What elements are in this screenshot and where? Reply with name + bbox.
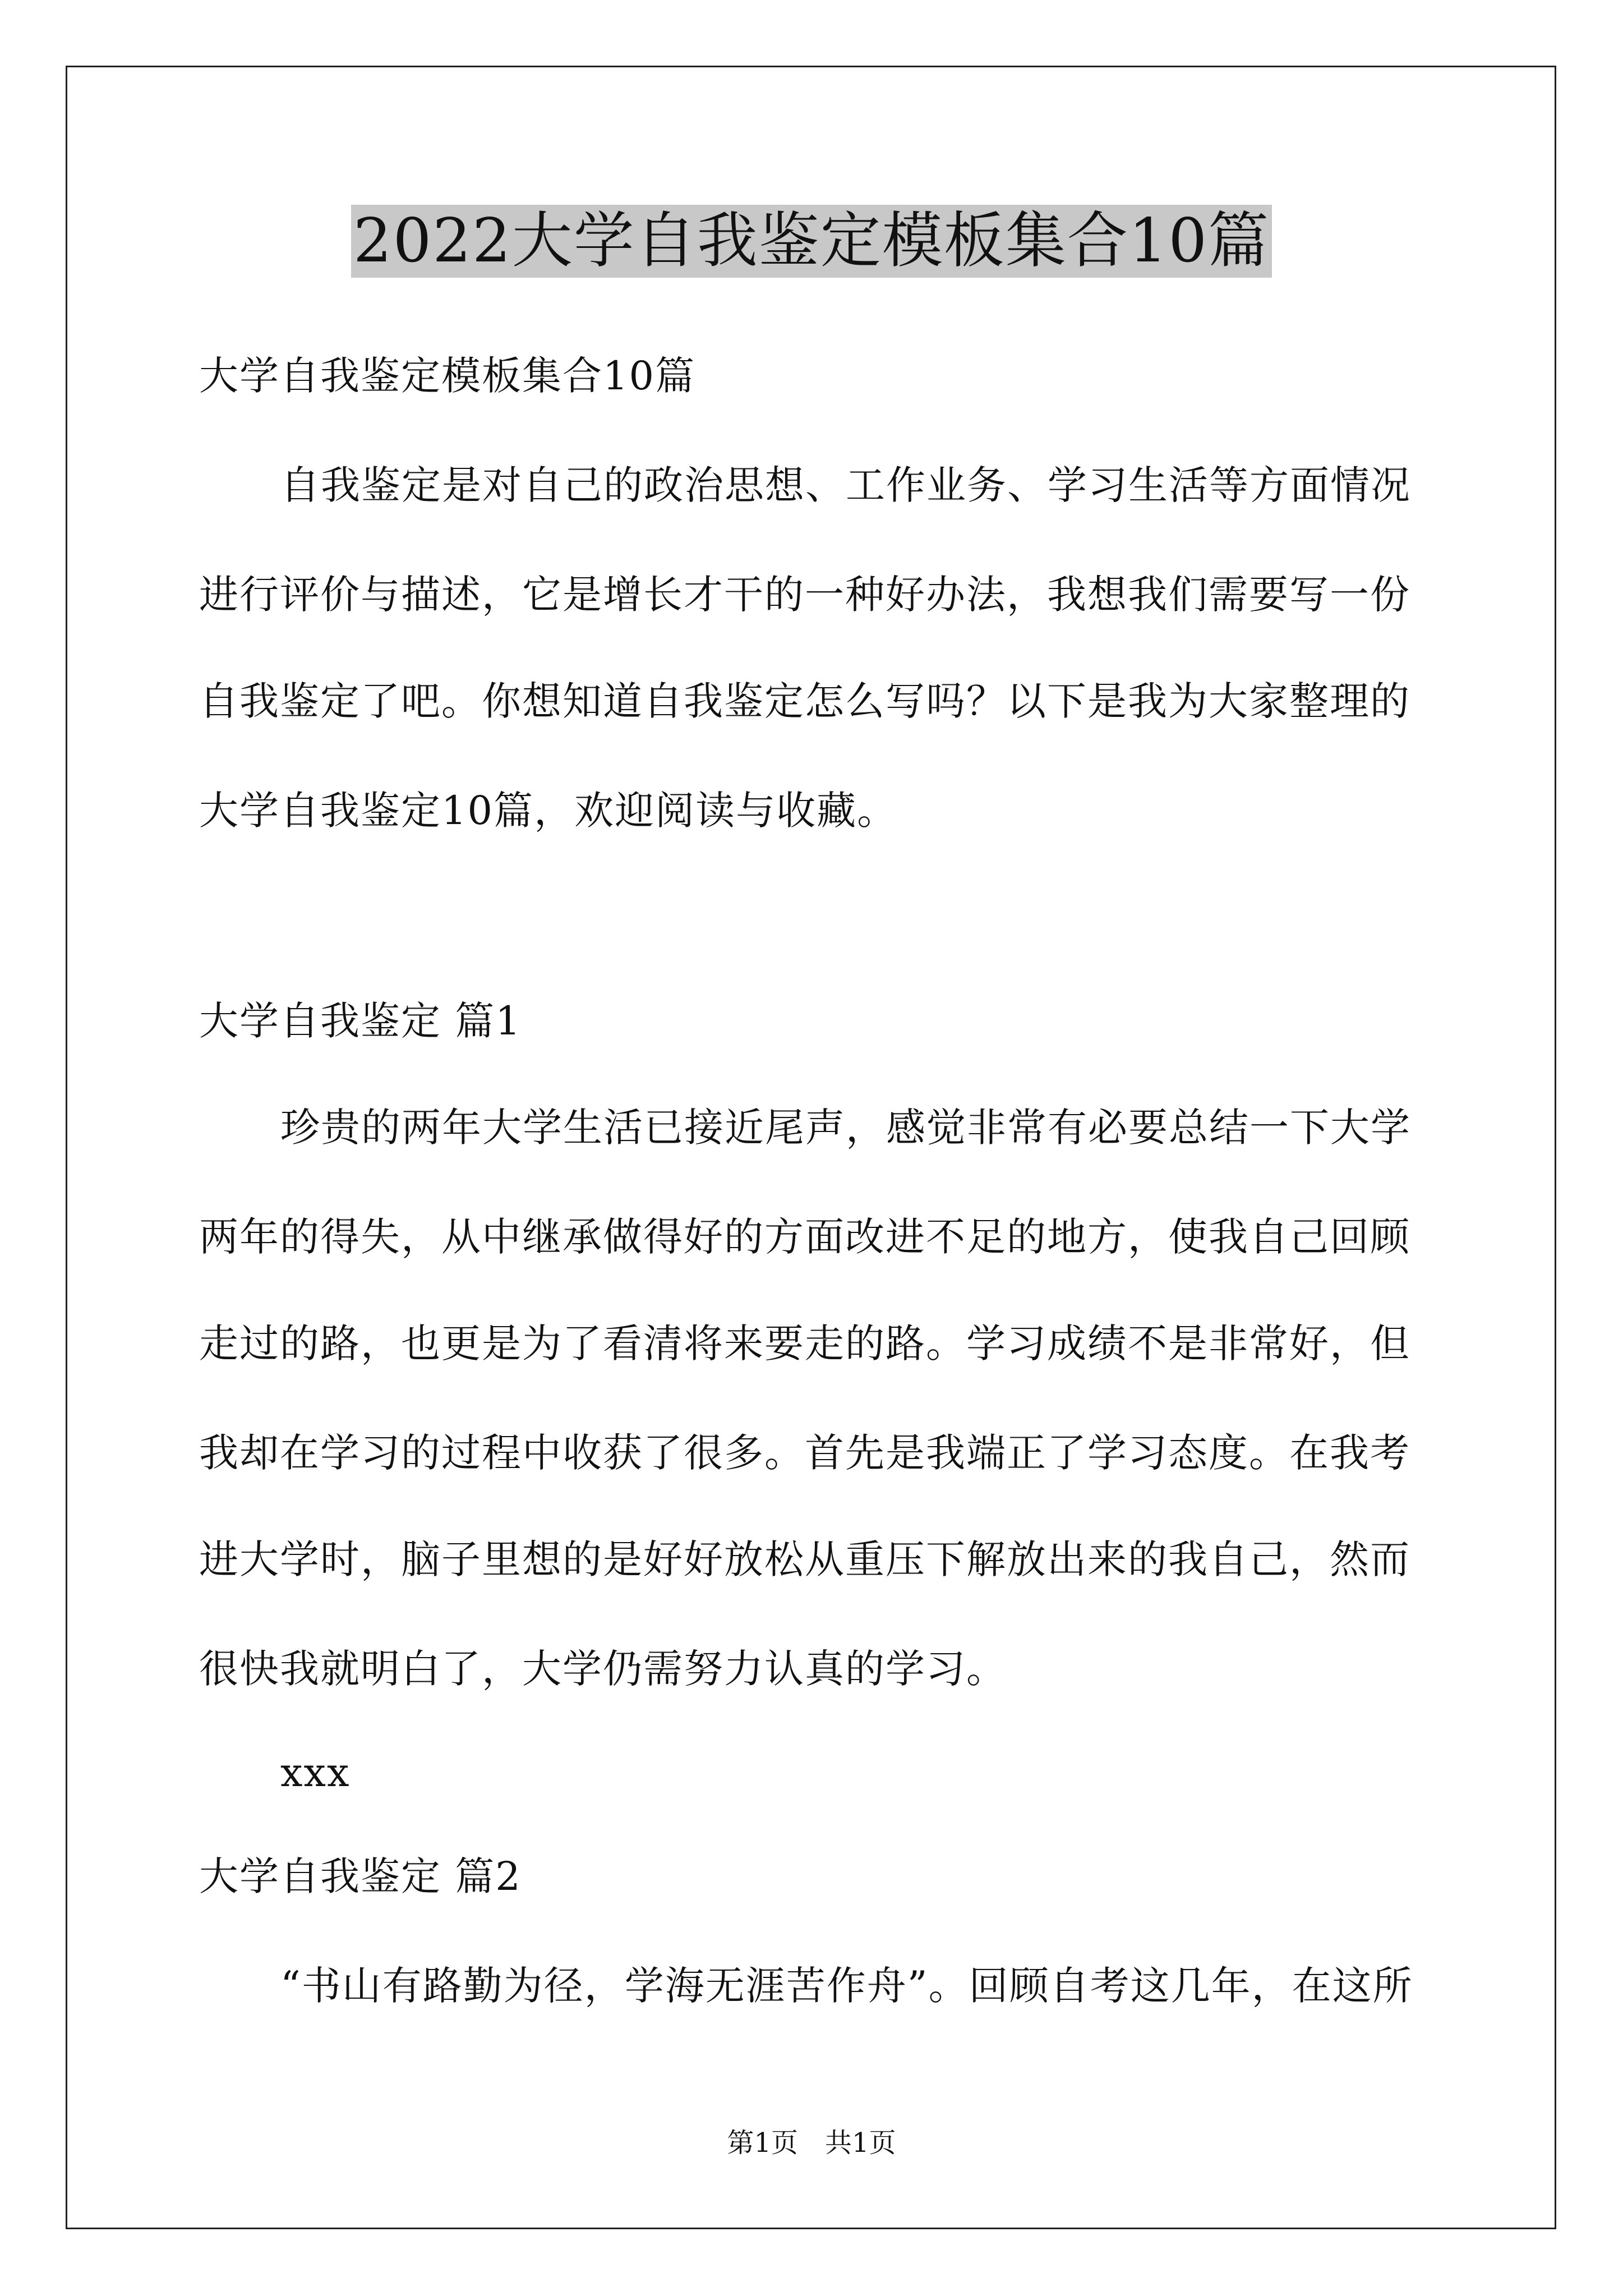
section-1-line-3: 走过的路，也更是为了看清将来要走的路。学习成绩不是非常好，但: [199, 1320, 1410, 1366]
intro-line-1: 自我鉴定是对自己的政治思想、工作业务、学习生活等方面情况: [280, 462, 1411, 508]
section-2-line-1: “书山有路勤为径，学海无涯苦作舟”。回顾自考这几年，在这所: [280, 1963, 1413, 2009]
intro-line-3: 自我鉴定了吧。你想知道自我鉴定怎么写吗？以下是我为大家整理的: [199, 678, 1410, 724]
section-2-heading: 大学自我鉴定 篇2: [199, 1853, 522, 1899]
document-title: 2022大学自我鉴定模板集合10篇: [351, 205, 1272, 278]
document-subtitle: 大学自我鉴定模板集合10篇: [199, 353, 696, 399]
intro-line-4: 大学自我鉴定10篇，欢迎阅读与收藏。: [199, 788, 898, 834]
section-1-line-1: 珍贵的两年大学生活已接近尾声，感觉非常有必要总结一下大学: [280, 1105, 1411, 1151]
section-1-line-2: 两年的得失，从中继承做得好的方面改进不足的地方，使我自己回顾: [199, 1214, 1410, 1260]
section-1-line-5: 进大学时，脑子里想的是好好放松从重压下解放出来的我自己，然而: [199, 1536, 1410, 1582]
section-1-line-4: 我却在学习的过程中收获了很多。首先是我端正了学习态度。在我考: [199, 1430, 1410, 1476]
section-1-heading: 大学自我鉴定 篇1: [199, 998, 522, 1044]
intro-line-2: 进行评价与描述，它是增长才干的一种好办法，我想我们需要写一份: [199, 572, 1410, 618]
signature: xxx: [280, 1750, 351, 1796]
section-1-line-6: 很快我就明白了，大学仍需努力认真的学习。: [199, 1646, 1007, 1692]
page-footer: 第1页 共1页: [727, 2127, 896, 2159]
